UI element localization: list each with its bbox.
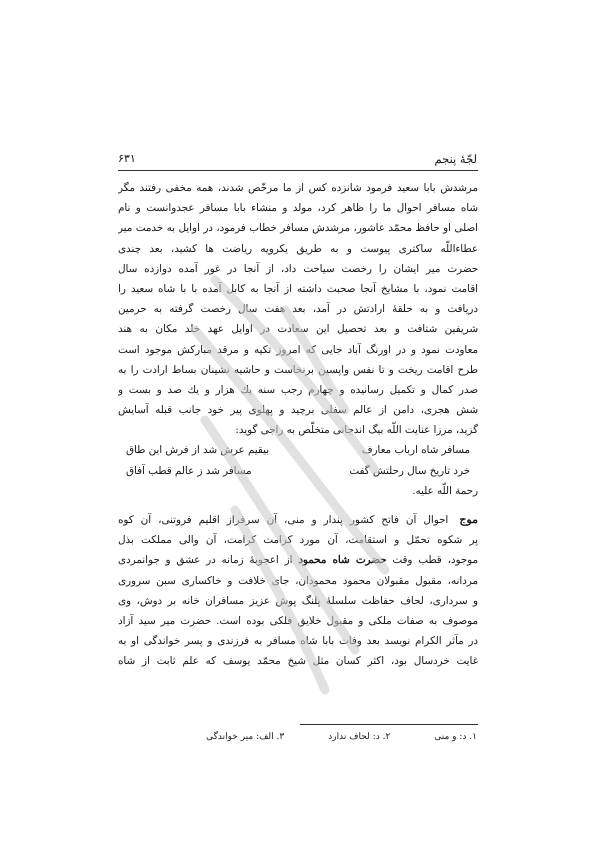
verse-hemistich-right: مسافر شاه ارباب معارف [361, 444, 470, 457]
page-number: ۶۳۱ [118, 152, 136, 165]
text-line: گزید، مرزا عنایت اللّه بیگ اندجانی متخلّص به راجی گوید: [235, 424, 478, 437]
text-line: طرح اقامت ریخت و تا نفس واپسین برنخاست و حاشیه نشینان بساط ارادت را به [118, 363, 478, 376]
verse-hemistich-right: خرد تاریخ سال رحلتش گفت [349, 464, 470, 477]
text-span: موجود، قطب وقت [392, 554, 478, 567]
text-span: از اعجوبهٔ زمانه در عشق و جوانمردی [118, 554, 293, 567]
footnote-rule [300, 724, 478, 725]
verse-hemistich-left: مسافر شد ز عالم قطب آفاق [126, 464, 252, 477]
section-first-line [118, 510, 478, 530]
section-text [118, 510, 478, 672]
header-rule [118, 170, 478, 171]
text-line: شش هجری، دامن از عالم سفلی برچید و پهلوی پیر خود جانب قبله آسایش [118, 404, 478, 417]
text-line: اقامت نمود، با مشایخ آنجا صحبت داشته از آنجا به کابل آمده با با شاه سعید را [118, 282, 478, 295]
footnote-2: ۲. د: لحاف ندارد [328, 732, 391, 742]
verse-hemistich-left: بیقیم عرش شد از فرش این طاق [126, 444, 270, 457]
text-line: صدر کمال و تکمیل رسانیده و چهارم رجب سنه یك هزار و یك صد و بست و [118, 383, 478, 396]
text-line: اصلی او حافظ محمّد عاشور، مرشدش مسافر خطاب فرمود، در اوایل به خدمت میر [118, 222, 478, 235]
text-line: غایت خردسال بود، اکثر کسان مثل شیخ محمّد یوسف که علم ثابت از شاه [118, 655, 478, 668]
text-line: مرشدش بابا سعید فرمود شانزده کس از ما مرخّص شدند، همه مخفی رفتند مگر [118, 182, 478, 194]
footnotes [117, 732, 477, 742]
text-line: و سرداری، لحاف حفاظت سلسلهٔ پلنگ پوش عزیز مسافران خانه بر دوش، وی [118, 594, 478, 607]
text-line: پر شکوه تحمّل و استقامت، آن مورد کرامت کرامت، آن والی مملکت بذل [118, 534, 478, 547]
footnote-3: ۳. الف: میر خواندگی [206, 732, 285, 742]
text-line: موصوف به صفات ملکی و مقبول خلایق فلکی بوده است. حضرت میر سید آزاد [118, 614, 478, 627]
text-line: شاه مسافر احوال ما را ظاهر کرد، مولد و منشاء بابا مسافر عجدوانست و نام [118, 202, 478, 215]
verse-line [118, 440, 478, 460]
text-line: عطاءاللّه ساکتری پیوست و به طریق یکرویه ریاضت ها کشید، بعد چندی [118, 242, 478, 255]
verse-line [118, 461, 478, 481]
footnote-1: ۱. د: و منی [434, 732, 477, 742]
section-heading: موج [459, 513, 478, 526]
text-line: مردانه، مقبول مقبولان محمود محمودان، جای خلافت و خاکساری سبن سروری [118, 574, 478, 587]
text-line [118, 550, 478, 570]
main-text [118, 178, 478, 501]
text-line: حضرت میر ایشان را رخصت سیاحت داد، از آنجا در غور آمده دوازده سال [118, 262, 478, 275]
running-header-title: لجّهٔ پنجم [434, 152, 477, 166]
closing-line: رحمة اللّه علیه. [412, 484, 478, 497]
text-line: معاودت نمود و در اورنگ آباد جایی که امروز تکیه و مرقد مبارکش موجود است [118, 343, 478, 356]
text-line: شریفین شتافت و بعد تحصیل این سعادت در اوایل عهد خلد مکان به هند [118, 323, 478, 336]
text-line: در مآثر الکرام نویسد بعد وفات بابا شاه مسافر به فرزندی و پسر خواندگی او به [118, 635, 478, 648]
section-first-line-text: احوال آن فاتح کشور پندار و منی، آن سرفراز اقلیم فروتنی، آن کوه [118, 514, 449, 526]
bold-name: حضرت شاه محمود [298, 554, 387, 567]
text-line: دریافت و به حلقهٔ ارادتش در آمد، بعد هفت سال رخصت گرفته به حرمین [118, 303, 478, 316]
